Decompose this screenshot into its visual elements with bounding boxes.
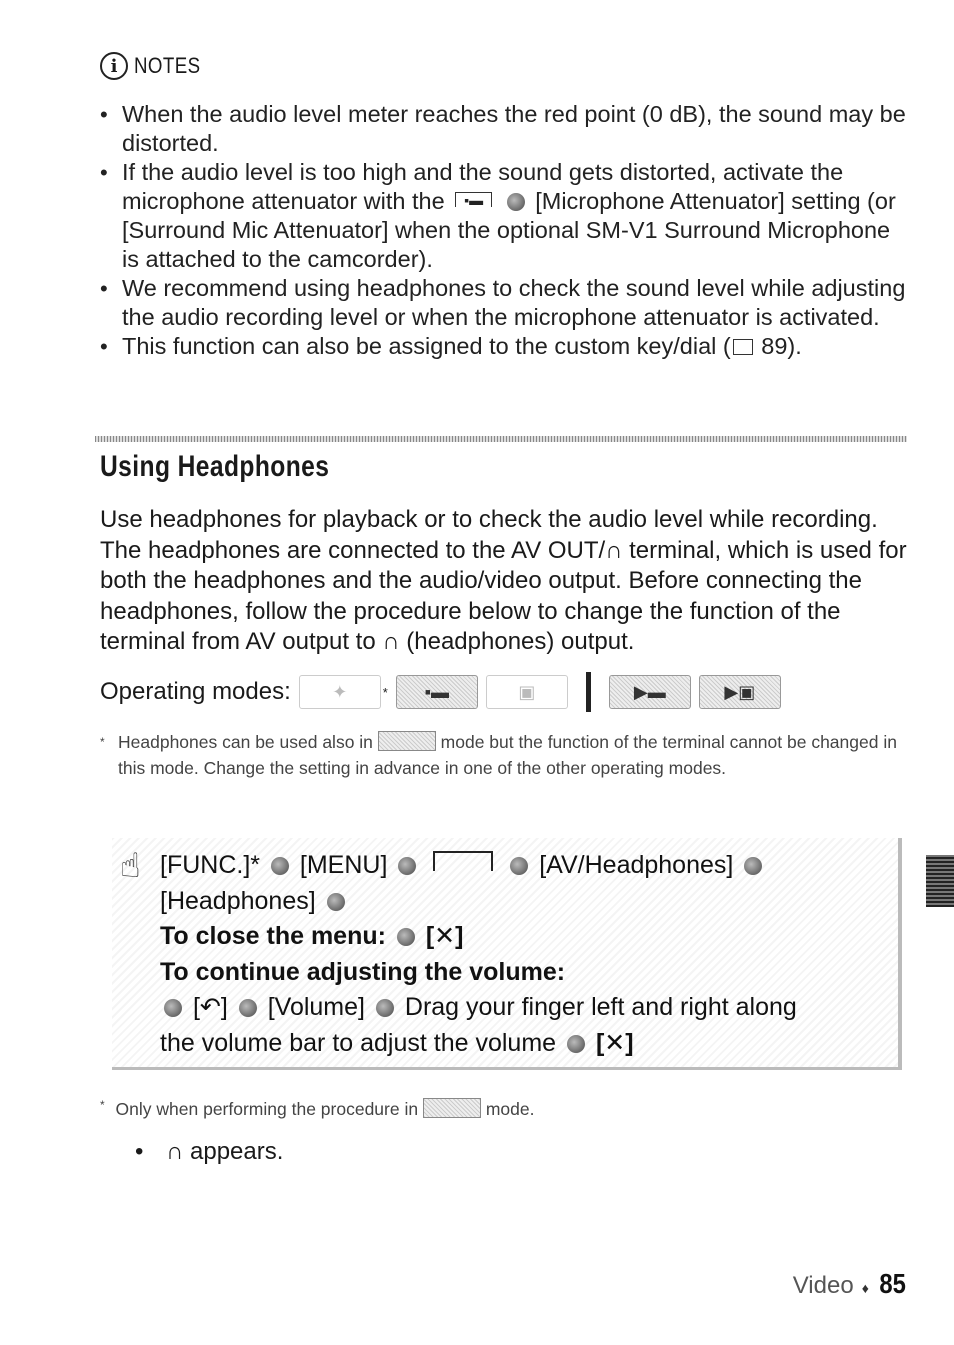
- chapter-tab: [926, 855, 954, 907]
- movie-mode-icon: ▪▬: [396, 675, 478, 709]
- procedure-line: To close the menu: [✕]: [160, 922, 464, 950]
- intro-paragraph: Use headphones for playback or to check the audio level while recording. The headphones are connected to the AV OUT/∩ terminal, which is used for both the headphones and the audio/video output. Before connecting the headphones, follow the procedure below to change the function of the terminal from AV output to ∩ (headphones) output.: [100, 506, 907, 655]
- headphones-icon: ∩: [166, 1138, 184, 1165]
- next-arrow-icon: [507, 193, 525, 211]
- touch-hand-icon: ☝: [120, 847, 141, 885]
- next-arrow-icon: [398, 857, 416, 875]
- page-footer: [793, 1268, 908, 1300]
- next-arrow-icon: [397, 928, 415, 946]
- next-arrow-icon: [327, 893, 345, 911]
- footnote-2: * Only when performing the procedure in mode.: [100, 1098, 535, 1119]
- list-item: • When the audio level meter reaches the red point (0 dB), the sound may be distorted.: [100, 100, 910, 158]
- next-arrow-icon: [239, 999, 257, 1017]
- next-arrow-icon: [164, 999, 182, 1017]
- page-number: 85: [879, 1268, 906, 1299]
- photo-mode-icon: ▣: [486, 675, 568, 709]
- procedure-line: To continue adjusting the volume:: [160, 957, 566, 986]
- menu-tab-icon: ▪▬: [455, 192, 492, 207]
- info-icon: i: [100, 52, 128, 80]
- list-item: • We recommend using headphones to check the sound level while adjusting the audio recording level or when the microphone attenuator is activated.: [100, 274, 910, 332]
- procedure-line: [↶] [Volume] Drag your finger left and right along: [160, 990, 880, 1026]
- section-title: Using Headphones: [100, 450, 330, 483]
- operating-modes-label: Operating modes:: [100, 678, 291, 705]
- next-arrow-icon: [271, 857, 289, 875]
- list-item: • If the audio level is too high and the sound gets distorted, activate the microphone attenuator with the ▪▬ [Microphone Attenuator] setting (or [Surround Mic Attenuator] when the optional SM-V1 Surround Microphone is attached to the camcorder).: [100, 158, 910, 274]
- movie-mode-icon: [423, 1098, 481, 1118]
- procedure-line: [Headphones]: [160, 884, 880, 920]
- next-arrow-icon: [567, 1035, 585, 1053]
- mode-separator: [586, 672, 591, 712]
- appears-line: • ∩ appears.: [135, 1138, 284, 1165]
- book-reference-icon: [733, 339, 753, 355]
- procedure-box: [112, 838, 902, 1070]
- footer-section: Video: [792, 1272, 854, 1299]
- footnote: * Headphones can be used also in mode but the function of the terminal cannot be changed in this mode. Change the setting in advance in one of the other operating modes.: [100, 732, 897, 778]
- notes-list: [100, 100, 910, 361]
- setup-tab-icon: [433, 851, 493, 871]
- operating-modes: Operating modes: ✦ * ▪▬ ▣ ▶▬ ▶▣: [100, 672, 781, 712]
- next-arrow-icon: [744, 857, 762, 875]
- section-divider: [95, 436, 907, 442]
- notes-title: NOTES: [134, 53, 201, 78]
- footer-separator: ♦: [861, 1280, 869, 1296]
- playback-photo-mode-icon: ▶▣: [699, 675, 781, 709]
- procedure-line: [FUNC.]* [MENU] [AV/Headphones]: [160, 848, 880, 884]
- procedure-line: the volume bar to adjust the volume [✕]: [160, 1028, 634, 1057]
- auto-mode-icon: ✦: [299, 675, 381, 709]
- auto-mode-icon: [378, 731, 436, 751]
- playback-movie-mode-icon: ▶▬: [609, 675, 691, 709]
- notes-header: [100, 52, 212, 80]
- next-arrow-icon: [510, 857, 528, 875]
- list-item: • This function can also be assigned to the custom key/dial ( 89).: [100, 332, 910, 361]
- next-arrow-icon: [376, 999, 394, 1017]
